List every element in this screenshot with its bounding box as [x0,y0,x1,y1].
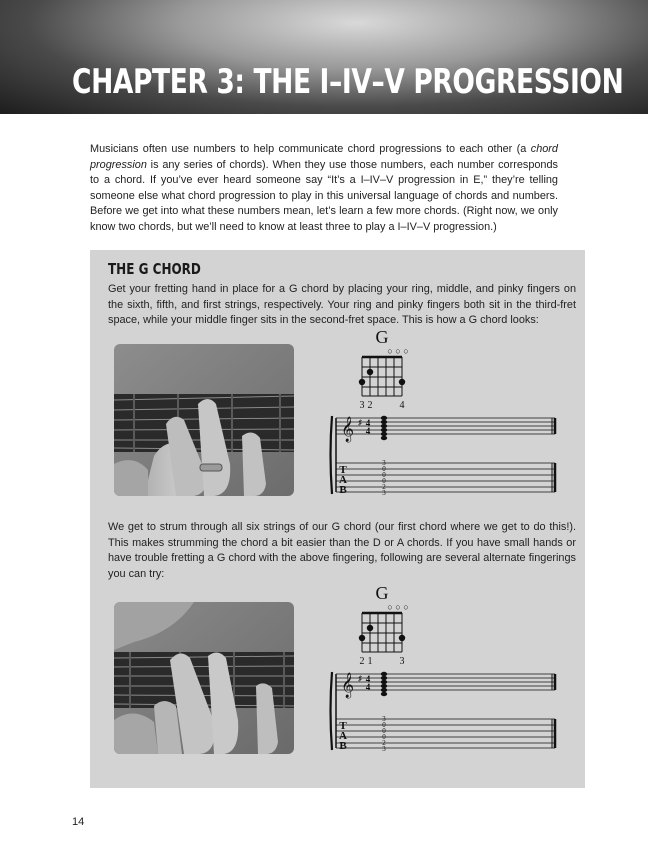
treble-clef-icon: 𝄞 [341,672,355,697]
section-heading: THE G CHORD [108,260,201,278]
g-chord-panel [90,250,585,788]
open-string-marker: ○ [403,346,409,356]
finger-number: 3 [399,656,405,667]
tab-fret: 2 [382,483,386,491]
intro-text-1: Musicians often use numbers to help communicate chord progressions to each other (a [90,143,531,155]
finger-dot [359,379,365,385]
chapter-title: CHAPTER 3: THE I–IV–V PROGRESSION [72,62,624,102]
g-chord-photo-2 [114,602,294,754]
time-signature-bottom: 4 [365,682,371,692]
tab-fret: 0 [382,733,386,741]
treble-clef-icon: 𝄞 [341,416,355,441]
finger-number: 2 [367,400,373,411]
tab-fret: 3 [382,459,386,467]
tab-fret: 0 [382,721,386,729]
system-brace [331,416,333,494]
tab-label-b: B [339,484,347,496]
hand-photo-illustration-2 [114,602,294,754]
finger-number: 2 [359,656,365,667]
time-signature-top: 4 [365,418,371,428]
finger-dot [399,379,405,385]
chord-name: G [375,584,389,603]
finger-dot [367,625,373,631]
finger-number: 1 [367,656,373,667]
finger-dot [399,635,405,641]
finger-dot [367,369,373,375]
finger-number: 3 [359,400,365,411]
tab-fret: 0 [382,477,386,485]
hand-photo-illustration-1 [114,344,294,496]
alternate-fingering-text: We get to strum through all six strings of our G chord (our first chord where we get to do this!). This makes strumming the chord a bit easier than the D or A chords. If you have small hands or have trouble fretting a G chord with the above fingering, following are several alternate fingerings you can try: [108,521,576,580]
g-chord-photo-1 [114,344,294,496]
sharp-icon: ♯ [358,418,362,427]
page-number: 14 [72,816,85,828]
tab-fret: 2 [382,739,386,747]
tab-staff [336,719,555,748]
chapter-header-banner [0,0,648,114]
g-chord-diagram-1 [328,328,558,510]
tab-label-a: A [339,474,347,486]
finger-dot [359,635,365,641]
open-string-marker: ○ [387,346,393,356]
tab-fret: 3 [382,715,386,723]
tab-fret: 3 [382,745,386,753]
system-brace [331,672,333,750]
tab-label-t: T [339,720,347,732]
tab-staff [336,463,555,492]
g-chord-description: Get your fretting hand in place for a G chord by placing your ring, middle, and pinky fingers on the sixth, fifth, and first strings, respectively. Your ring and pinky fingers both sit in the third-fret space, while your middle finger sits in the second-fret space. This is how a G chord looks: [108,283,576,326]
open-string-marker: ○ [395,602,401,612]
intro-text-2: is any series of chords). When they use those numbers, each number corresponds to a chord. If you’ve ever heard someone say “It’s a I–IV–V progression in E,” they’re telling someone else what chord progression to play in this universal language of chords and numbers. Before we get into what these numbers mean, let’s learn a few more chords. (Right now, we only know two chords, but we’ll need to know at least three to play a I–IV–V progression.) [90,158,558,233]
chord-name: G [375,328,389,347]
chord-notes [381,416,387,440]
chord-grid [362,613,402,652]
time-signature-top: 4 [365,674,371,684]
chord-notes [381,672,387,696]
sharp-icon: ♯ [358,674,362,683]
chord-grid [362,357,402,396]
tab-fret: 3 [382,489,386,497]
tab-fret: 0 [382,465,386,473]
open-string-marker: ○ [395,346,401,356]
finger-number: 4 [399,400,405,411]
intro-paragraph [90,142,558,235]
time-signature-bottom: 4 [365,426,371,436]
g-chord-diagram-2 [328,584,558,766]
tab-label-t: T [339,464,347,476]
open-string-marker: ○ [387,602,393,612]
tab-label-b: B [339,740,347,752]
tab-label-a: A [339,730,347,742]
intro-text-italic: chord progression [90,143,558,171]
tab-fret: 0 [382,471,386,479]
open-string-marker: ○ [403,602,409,612]
tab-fret: 0 [382,727,386,735]
